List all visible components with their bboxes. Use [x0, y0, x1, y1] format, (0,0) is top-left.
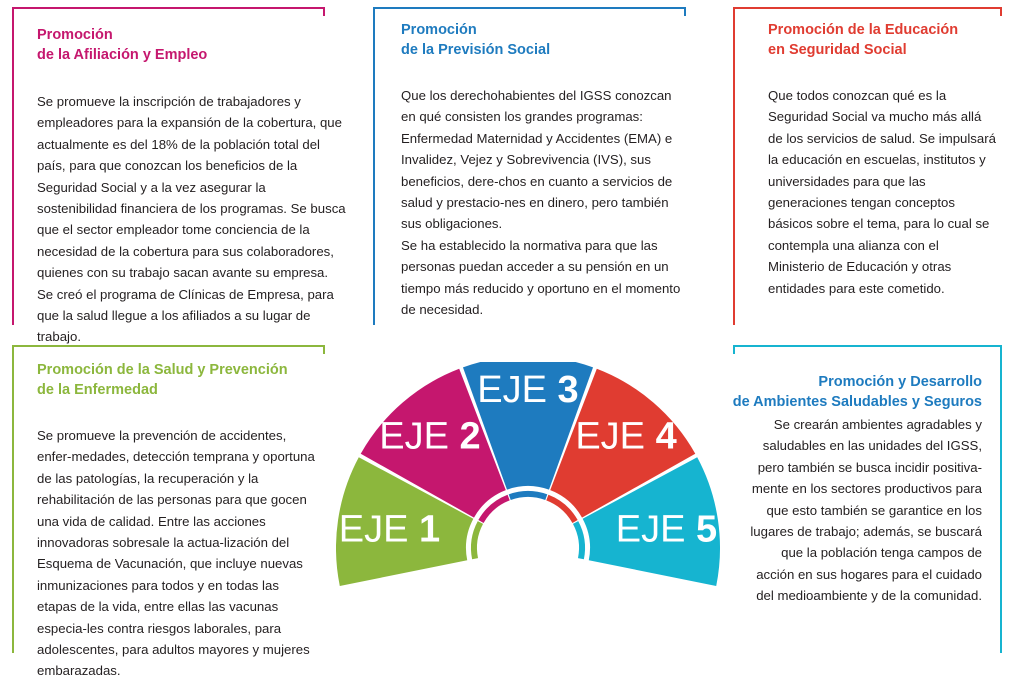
section-title	[768, 20, 958, 60]
title-line: Promoción	[37, 27, 113, 43]
section-paragraph: Se crearán ambientes agradables y saludables en las unidades del IGSS, pero también se busca incidir positiva-mente en los sectores productivos para que esto también se garantice en los lugares de trabajo; además, se buscará que la población tenga campos de acción en sus hogares para el cuidado del medioambiente y de la comunidad.	[750, 417, 982, 604]
title-line: de Ambientes Saludables y Seguros	[732, 394, 982, 410]
title-line: Promoción	[401, 22, 477, 38]
section-title	[37, 25, 207, 65]
section-paragraph: Se ha establecido la normativa para que las personas puedan acceder a su pensión en un tiempo más reducido y oportuno en el momento de necesidad.	[401, 237, 681, 318]
title-line: Promoción de la Educación	[768, 22, 959, 38]
wheel-label-number: 1	[419, 508, 441, 551]
wheel-label-prefix: EJE	[575, 415, 656, 458]
section-ambientes-saludables	[725, 340, 1012, 653]
title-line: en Seguridad Social	[768, 42, 907, 58]
section-title	[733, 372, 982, 412]
section-prevision-social	[365, 0, 695, 325]
wheel-inner-arc	[510, 494, 547, 497]
title-line: Promoción y Desarrollo	[818, 374, 982, 390]
wheel-label-eje-2	[379, 415, 480, 457]
section-body	[768, 85, 998, 299]
section-paragraph: Se promueve la prevención de accidentes, enfer-medades, detección temprana y oportuna de las patologías, la recuperación y la rehabilitación de las personas para que gocen una vida de calidad. Entre las acciones innovadoras sobresale la actua-lización del Esquema de Vacunación, que incluye nuevas inmunizaciones para todos y en todas las etapas de la vida, entre ellas las vacunas especia-les contra riesgos laborales, para adolescentes, para adultos mayores y mujeres embarazadas.	[37, 428, 315, 679]
wheel-label-number: 4	[655, 415, 677, 458]
title-line: de la Enfermedad	[37, 382, 158, 398]
wheel-label-number: 3	[557, 369, 579, 411]
axes-wheel	[336, 362, 726, 652]
section-body	[37, 425, 319, 682]
wheel-label-eje-5	[616, 509, 717, 551]
section-paragraph: Se creó el programa de Clínicas de Empresa, para que la salud llegue a los afiliados a su lugar de trabajo.	[37, 286, 334, 345]
wheel-label-prefix: EJE	[615, 508, 697, 551]
title-line: de la Previsión Social	[401, 42, 551, 58]
wheel-label-eje-4	[575, 415, 676, 457]
wheel-label-prefix: EJE	[379, 415, 460, 458]
title-line: de la Afiliación y Empleo	[37, 47, 208, 63]
section-paragraph: Que los derechohabientes del IGSS conozcan en qué consisten los grandes programas: Enfermedad Maternidad y Accidentes (EMA) e Invalidez, Vejez y Sobrevivencia (IVS), sus beneficios, dere-chos en cuanto a servicios de salud y prestacio-nes en dinero, pero también sus obligaciones.	[401, 88, 673, 232]
wheel-label-eje-3	[477, 369, 578, 411]
section-body	[37, 91, 347, 348]
wheel-inner-arc	[576, 522, 582, 558]
section-salud-prevencion	[0, 340, 330, 679]
section-afiliacion-empleo	[0, 0, 346, 345]
wheel-label-prefix: EJE	[338, 508, 420, 551]
wheel-label-number: 5	[696, 508, 718, 551]
section-title	[401, 20, 550, 60]
section-educacion	[725, 0, 1012, 325]
wheel-label-eje-1	[339, 509, 440, 551]
section-body	[401, 85, 683, 320]
wheel-inner-arc	[474, 522, 480, 558]
section-body	[742, 414, 982, 607]
section-title	[37, 360, 288, 400]
section-paragraph: Que todos conozcan qué es la Seguridad Social va mucho más allá de los servicios de salud. Se impulsará la educación en escuelas, institutos y universidades para que las generaciones tengan conceptos básicos sobre el tema, para lo cual se contempla una alianza con el Ministerio de Educación y otras entidades para este cometido.	[768, 88, 996, 296]
section-paragraph: Se promueve la inscripción de trabajadores y empleadores para la expansión de la cobertura, que actualmente es del 18% de la población total del país, para que conozcan los beneficios de la Seguridad Social y a la vez asegurar la sostenibilidad financiera de los programas. Se busca que el sector empleador tome conciencia de la necesidad de la cobertura para sus colaboradores, quienes con su trabajo sacan avante su empresa.	[37, 94, 346, 281]
title-line: Promoción de la Salud y Prevención	[37, 362, 288, 378]
wheel-label-number: 2	[459, 415, 481, 458]
wheel-label-prefix: EJE	[477, 369, 558, 411]
